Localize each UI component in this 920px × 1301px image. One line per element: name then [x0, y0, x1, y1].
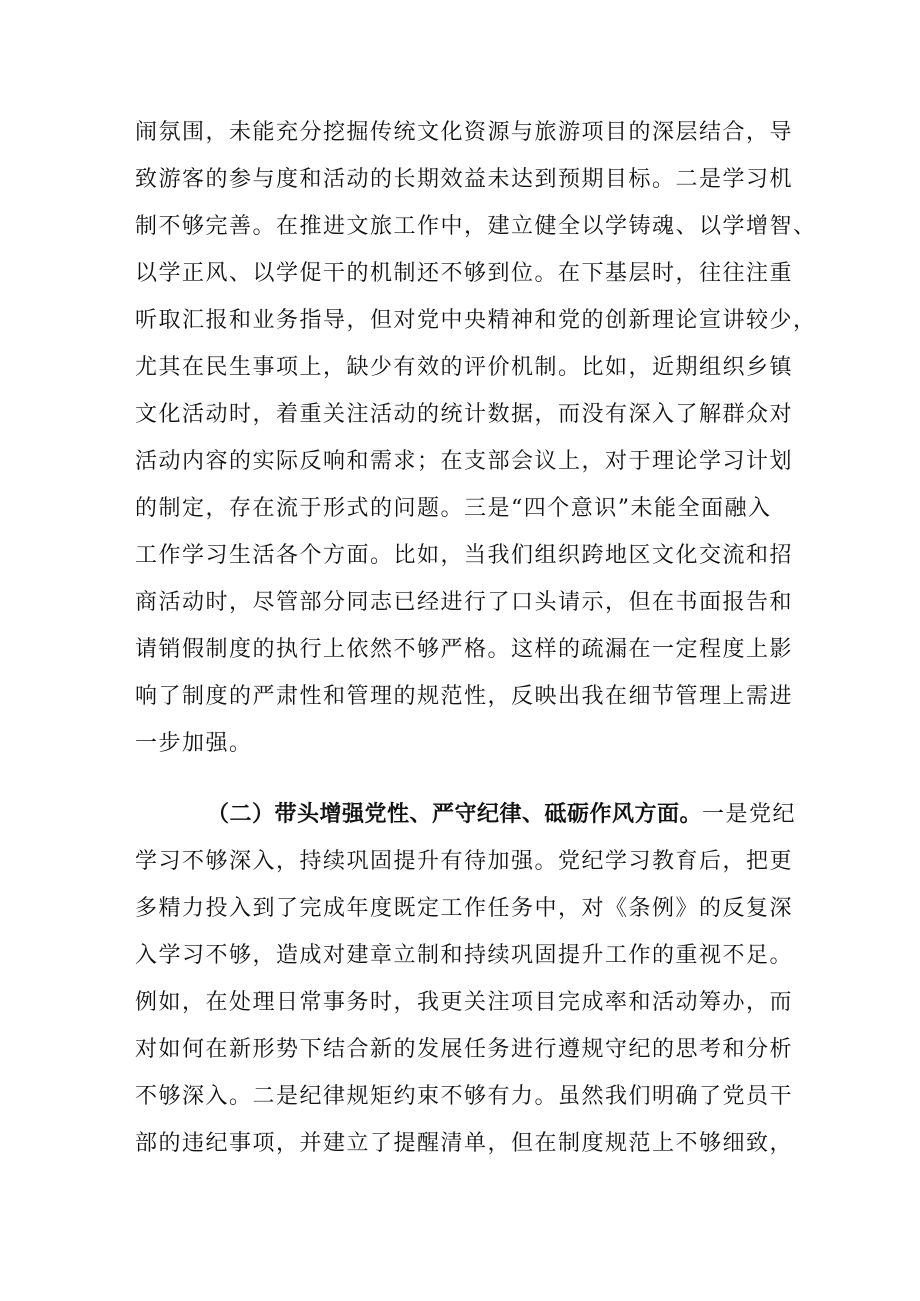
paragraph-line: 闹氛围，未能充分挖掘传统文化资源与旅游项目的深层结合，导 [135, 120, 794, 145]
heading-continuation: 一是党纪 [702, 802, 797, 827]
paragraph-line: 工作学习生活各个方面。比如，当我们组织跨地区文化交流和招 [135, 543, 794, 568]
paragraph-line: 文化活动时，着重关注活动的统计数据，而没有深入了解群众对 [135, 402, 794, 427]
paragraph-line: 入学习不够，造成对建章立制和持续巩固提升工作的重视不足。 [135, 943, 794, 968]
document-body [135, 109, 817, 1167]
paragraph-line: 商活动时，尽管部分同志已经进行了口头请示，但在书面报告和 [135, 590, 794, 615]
section-heading: （二）带头增强党性、严守纪律、砥砺作风方面。 [207, 802, 703, 827]
paragraph-line: 制不够完善。在推进文旅工作中，建立健全以学铸魂、以学增智、 [135, 214, 817, 239]
paragraph-line: 的制定，存在流于形式的问题。三是“四个意识”未能全面融入 [135, 496, 772, 521]
paragraph-2 [135, 791, 795, 1167]
paragraph-line: 部的违纪事项，并建立了提醒清单，但在制度规范上不够细致， [135, 1131, 794, 1156]
paragraph-line: 对如何在新形势下结合新的发展任务进行遵规守纪的思考和分析 [135, 1037, 794, 1062]
paragraph-line: 不够深入。二是纪律规矩约束不够有力。虽然我们明确了党员干 [135, 1084, 794, 1109]
paragraph-line: 多精力投入到了完成年度既定工作任务中，对《条例》的反复深 [135, 896, 794, 921]
paragraph-line: 一步加强。 [135, 731, 253, 756]
paragraph-1 [135, 109, 817, 767]
paragraph-line: 请销假制度的执行上依然不够严格。这样的疏漏在一定程度上影 [135, 637, 794, 662]
paragraph-line: 响了制度的严肃性和管理的规范性，反映出我在细节管理上需进 [135, 684, 794, 709]
paragraph-spacer [135, 767, 795, 791]
paragraph-line: 致游客的参与度和活动的长期效益未达到预期目标。二是学习机 [135, 167, 794, 192]
paragraph-line: 例如，在处理日常事务时，我更关注项目完成率和活动筹办，而 [135, 990, 794, 1015]
paragraph-line: 尤其在民生事项上，缺少有效的评价机制。比如，近期组织乡镇 [135, 355, 794, 380]
paragraph-line: 学习不够深入，持续巩固提升有待加强。党纪学习教育后，把更 [135, 849, 794, 874]
paragraph-line: 活动内容的实际反响和需求；在支部会议上，对于理论学习计划 [135, 449, 794, 474]
paragraph-line: 听取汇报和业务指导，但对党中央精神和党的创新理论宣讲较少， [135, 308, 817, 333]
paragraph-line: 以学正风、以学促干的机制还不够到位。在下基层时，往往注重 [135, 261, 794, 286]
paragraph-2-first-line [135, 791, 795, 838]
